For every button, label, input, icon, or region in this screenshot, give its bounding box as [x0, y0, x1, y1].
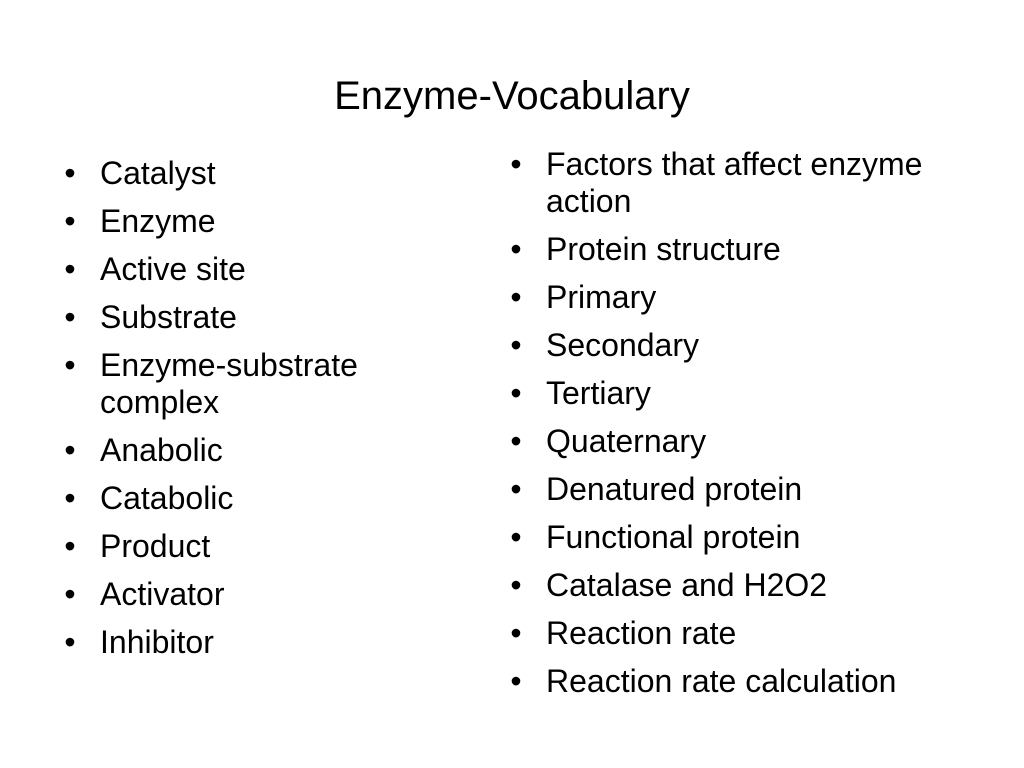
bullet-icon: • [510, 327, 522, 363]
list-item [504, 663, 1004, 700]
bullet-icon: • [510, 375, 522, 411]
list-item [58, 347, 458, 421]
bullet-icon: • [510, 423, 522, 459]
bullet-icon: • [64, 251, 76, 287]
list-item [504, 567, 1004, 604]
bullet-icon: • [64, 528, 76, 564]
vocab-term: Active site [100, 251, 246, 287]
slide-title: Enzyme-Vocabulary [334, 74, 690, 118]
bullet-icon: • [510, 519, 522, 555]
list-item [58, 251, 458, 288]
vocab-term: Reaction rate calculation [546, 663, 897, 699]
vocab-term: Factors that affect enzyme action [546, 146, 923, 219]
list-item [504, 375, 1004, 412]
bullet-icon: • [510, 663, 522, 699]
list-item [504, 615, 1004, 652]
bullet-icon: • [64, 432, 76, 468]
vocab-term: Product [100, 528, 211, 564]
vocab-term: Catalyst [100, 155, 216, 191]
vocab-term: Enzyme [100, 203, 216, 239]
vocab-term: Catabolic [100, 480, 234, 516]
bullet-icon: • [510, 615, 522, 651]
vocab-term: Anabolic [100, 432, 223, 468]
list-item [58, 432, 458, 469]
vocab-term: Substrate [100, 299, 237, 335]
vocab-term: Enzyme-substrate complex [100, 347, 358, 420]
bullet-icon: • [64, 624, 76, 660]
list-item [504, 519, 1004, 556]
list-item [504, 146, 1004, 220]
bullet-icon: • [64, 347, 76, 383]
list-item [58, 203, 458, 240]
bullet-icon: • [510, 567, 522, 603]
bullet-icon: • [510, 231, 522, 267]
bullet-icon: • [510, 146, 522, 182]
right-vocabulary-list [504, 146, 1004, 711]
list-item [58, 624, 458, 661]
left-vocabulary-list [58, 155, 458, 672]
bullet-icon: • [64, 480, 76, 516]
bullet-icon: • [64, 576, 76, 612]
list-item [504, 471, 1004, 508]
list-item [504, 327, 1004, 364]
vocab-term: Inhibitor [100, 624, 214, 660]
vocab-term: Tertiary [546, 375, 651, 411]
list-item [58, 299, 458, 336]
bullet-icon: • [510, 279, 522, 315]
list-item [58, 480, 458, 517]
vocab-term: Functional protein [546, 519, 801, 555]
list-item [504, 231, 1004, 268]
vocab-term: Reaction rate [546, 615, 737, 651]
list-item [58, 528, 458, 565]
list-item [504, 423, 1004, 460]
vocab-term: Activator [100, 576, 225, 612]
bullet-icon: • [510, 471, 522, 507]
vocab-term: Denatured protein [546, 471, 803, 507]
vocab-term: Protein structure [546, 231, 781, 267]
vocab-term: Catalase and H2O2 [546, 567, 828, 603]
list-item [504, 279, 1004, 316]
vocab-term: Primary [546, 279, 657, 315]
list-item [58, 576, 458, 613]
vocab-term: Quaternary [546, 423, 707, 459]
vocab-term: Secondary [546, 327, 699, 363]
bullet-icon: • [64, 155, 76, 191]
list-item [58, 155, 458, 192]
bullet-icon: • [64, 203, 76, 239]
bullet-icon: • [64, 299, 76, 335]
